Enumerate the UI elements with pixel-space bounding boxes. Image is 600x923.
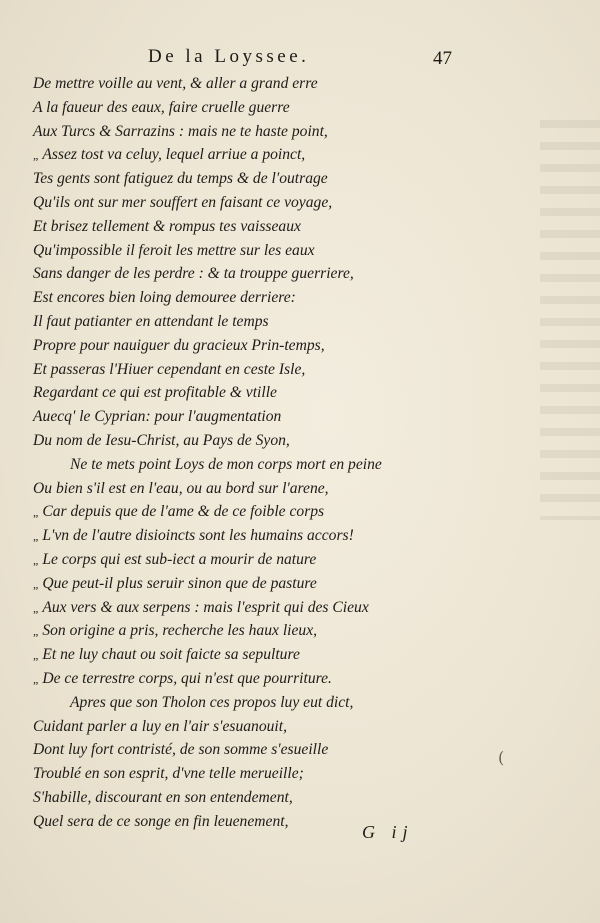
line-text: Que peut-il plus seruir sinon que de pasture: [42, 574, 317, 592]
poem-line: [33, 215, 301, 239]
line-text: Assez tost va celuy, lequel arriue a poinct,: [42, 146, 306, 164]
poem-line: [33, 786, 293, 810]
line-text: S'habille, discourant en son entendement,: [33, 789, 293, 806]
line-text: Du nom de Iesu-Christ, au Pays de Syon,: [33, 432, 290, 449]
line-text: A la faueur des eaux, faire cruelle guerre: [33, 98, 290, 116]
poem-line: [33, 810, 288, 834]
line-text: Aux vers & aux serpens : mais l'esprit qui des Cieux: [42, 598, 369, 616]
line-text: Ne te mets point Loys de mon corps mort en peine: [70, 455, 382, 473]
quotation-mark: „: [33, 505, 39, 520]
poem-line: [33, 738, 328, 762]
poem-line: [33, 381, 277, 405]
poem-line: [33, 191, 332, 215]
poem-line: [33, 358, 305, 382]
margin-mark: (: [498, 748, 505, 767]
line-text: Est encores bien loing demouree derriere:: [33, 289, 296, 307]
line-text: Troublé en son esprit, d'vne telle merueille;: [33, 765, 304, 783]
line-text: Qu'impossible il feroit les mettre sur les eaux: [33, 241, 315, 259]
poem-line: [33, 167, 328, 191]
line-text: L'vn de l'autre disioincts sont les humains accors!: [42, 527, 354, 545]
poem-line: [33, 143, 305, 167]
poem-line: [33, 334, 325, 358]
poem-line: [33, 762, 304, 786]
quotation-mark: „: [33, 672, 39, 686]
line-text: Tes gents sont fatiguez du temps & de l'outrage: [33, 170, 328, 188]
poem-line: [33, 715, 287, 739]
line-text: Dont luy fort contristé, de son somme s'esueille: [33, 741, 329, 759]
line-text: Sans danger de les perdre : & ta trouppe guerriere,: [33, 265, 354, 283]
line-text: Apres que son Tholon ces propos luy eut dict,: [70, 693, 354, 711]
line-text: Car depuis que de l'ame & de ce foible corps: [42, 503, 325, 521]
poem-line: [33, 429, 290, 453]
line-text: Ou bien s'il est en l'eau, ou au bord sur l'arene,: [33, 479, 329, 497]
quotation-mark: „: [33, 529, 39, 544]
poem-line: [33, 262, 354, 286]
line-text: Il faut patianter en attendant le temps: [33, 313, 269, 330]
line-text: Et brisez tellement & rompus tes vaisseaux: [33, 217, 301, 235]
quotation-mark: „: [33, 576, 39, 591]
line-text: Regardant ce qui est profitable & vtille: [33, 384, 277, 402]
poem-line: [33, 120, 328, 144]
line-text: Et ne luy chaut ou soit faicte sa sepulture: [42, 646, 300, 664]
poem-line: [33, 72, 318, 96]
poem-line: [33, 596, 369, 620]
quotation-mark: „: [33, 148, 39, 163]
line-text: Le corps qui est sub-iect a mourir de nature: [42, 551, 317, 568]
line-text: Et passeras l'Hiuer cependant en ceste Isle,: [33, 360, 306, 378]
line-text: Quel sera de ce songe en fin leuenement,: [33, 812, 289, 830]
line-text: De ce terrestre corps, qui n'est que pourriture.: [42, 670, 332, 687]
signature-mark: G ij: [362, 822, 414, 842]
quotation-mark: „: [33, 624, 39, 639]
poem-line: [33, 548, 316, 572]
poem-line: [70, 691, 353, 715]
line-text: De mettre voille au vent, & aller a grand erre: [33, 75, 318, 92]
line-text: Son origine a pris, recherche les haux lieux,: [42, 622, 318, 640]
poem-line: [33, 96, 290, 120]
quotation-mark: „: [33, 648, 39, 663]
poem-line: [33, 405, 281, 429]
page-number: 47: [433, 48, 452, 69]
poem-line: [33, 477, 329, 501]
poem-line: [33, 619, 317, 643]
quotation-mark: „: [33, 553, 39, 567]
quotation-mark: „: [33, 600, 39, 615]
line-text: Qu'ils ont sur mer souffert en faisant ce voyage,: [33, 194, 333, 211]
line-text: Cuidant parler a luy en l'air s'esuanouit,: [33, 717, 287, 735]
line-text: Propre pour nauiguer du gracieux Prin-temps,: [33, 336, 325, 354]
line-text: Aux Turcs & Sarrazins : mais ne te haste point,: [33, 122, 328, 140]
bleed-through: [540, 120, 600, 520]
poem-line: [33, 500, 324, 524]
line-text: Auecq' le Cyprian: pour l'augmentation: [33, 408, 282, 426]
poem-line: [33, 310, 269, 334]
poem-line: [33, 572, 317, 596]
poem-line: [33, 643, 300, 667]
poem-line: [33, 667, 332, 691]
poem-line: [70, 453, 382, 477]
running-title: De la Loyssee.: [148, 46, 310, 67]
poem-line: [33, 239, 315, 263]
poem-line: [33, 524, 354, 548]
poem-line: [33, 286, 296, 310]
